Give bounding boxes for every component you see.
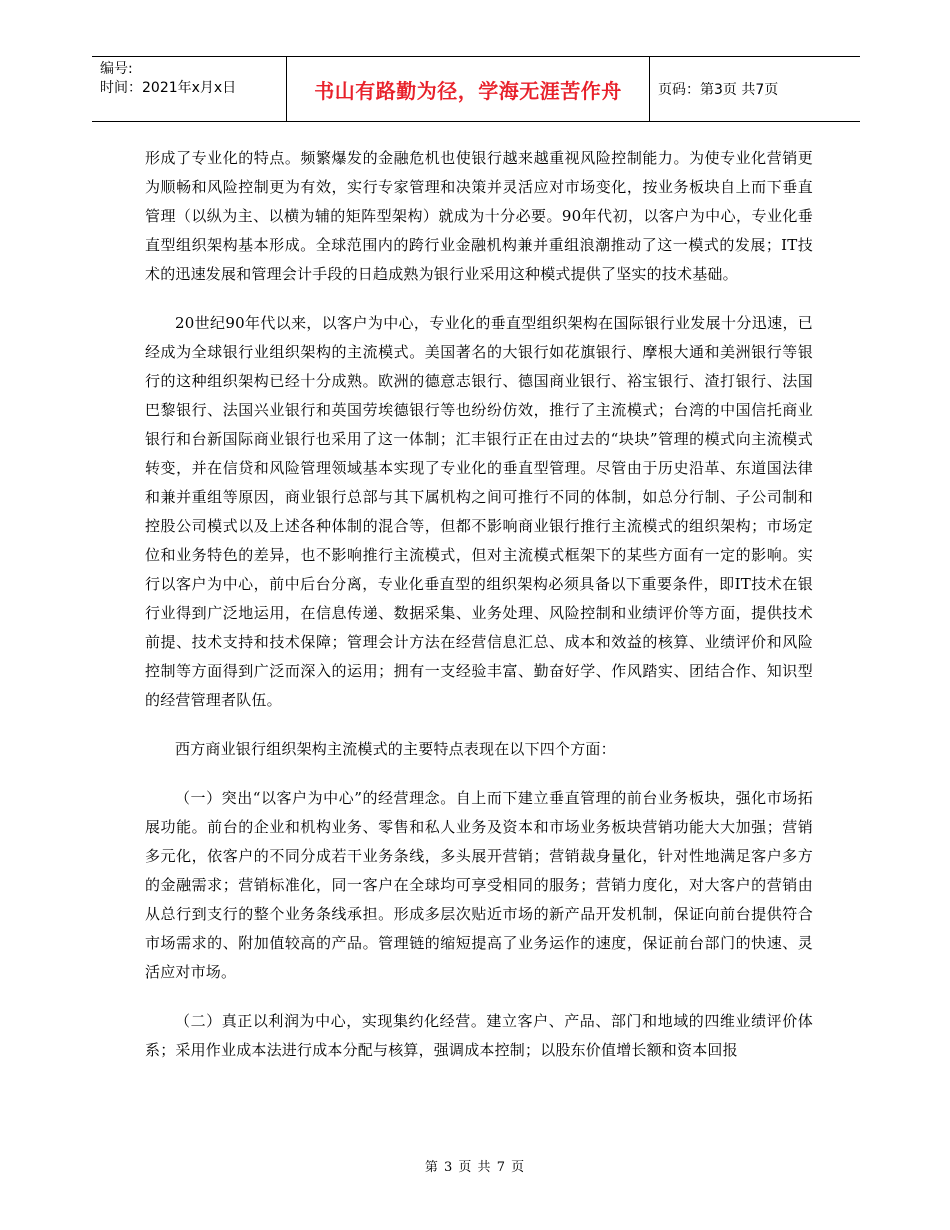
document-number-label: 编号: [100,61,133,77]
header-divider [286,57,287,121]
body-paragraph: （一）突出“以客户为中心”的经营理念。自上而下建立垂直管理的前台业务板块，强化市场拓展功能。前台的企业和机构业务、零售和私人业务及资本和市场业务板块营销功能大大加强；营销多元化，依客户的不同分成若干业务条线，多头展开营销；营销裁身量化，针对性地满足客户多方的金融需求；营销标准化，同一客户在全球均可享受相同的服务；营销力度化，对大客户的营销由从总行到支行的整个业务条线承担。形成多层次贴近市场的新产品开发机制，保证向前台提供符合市场需求的、附加值较高的产品。管理链的缩短提高了业务运作的速度，保证前台部门的快速、灵活应对市场。 [145,789,813,981]
body-paragraph: （二）真正以利润为中心，实现集约化经营。建立客户、产品、部门和地域的四维业绩评价体系；采用作业成本法进行成本分配与核算，强调成本控制；以股东价值增长额和资本回报 [145,1012,813,1059]
header-motto: 书山有路勤为径，学海无涯苦作舟 [314,78,622,103]
document-date: 时间：2021年x月x日 [100,80,237,96]
document-body [145,144,813,1085]
body-paragraph: 20世纪90年代以来，以客户为中心，专业化的垂直型组织架构在国际银行业发展十分迅速，已经成为全球银行业组织架构的主流模式。美国著名的大银行如花旗银行、摩根大通和美洲银行等银行的这种组织架构已经十分成熟。欧洲的德意志银行、德国商业银行、裕宝银行、渣打银行、法国巴黎银行、法国兴业银行和英国劳埃德银行等也纷纷仿效，推行了主流模式；台湾的中国信托商业银行和台新国际商业银行也采用了这一体制；汇丰银行正在由过去的“块块”管理的模式向主流模式转变，并在信贷和风险管理领域基本实现了专业化的垂直型管理。尽管由于历史沿革、东道国法律和兼并重组等原因，商业银行总部与其下属机构之间可推行不同的体制，如总分行制、子公司制和控股公司模式以及上述各种体制的混合等，但都不影响商业银行推行主流模式的组织架构；市场定位和业务特色的差异，也不影响推行主流模式，但对主流模式框架下的某些方面有一定的影响。实行以客户为中心，前中后台分离，专业化垂直型的组织架构必须具备以下重要条件，即IT技术在银行业得到广泛地运用，在信息传递、数据采集、业务处理、风险控制和业绩评价等方面，提供技术前提、技术支持和技术保障；管理会计方法在经营信息汇总、成本和效益的核算、业绩评价和风险控制等方面得到广泛而深入的运用；拥有一支经验丰富、勤奋好学、作风踏实、团结合作、知识型的经营管理者队伍。 [145,314,813,709]
page-footer: 第 3 页 共 7 页 [424,1160,526,1175]
body-paragraph: 西方商业银行组织架构主流模式的主要特点表现在以下四个方面： [175,740,616,758]
header-page-info: 页码：第3页 共7页 [658,82,779,98]
body-paragraph: 形成了专业化的特点。频繁爆发的金融危机也使银行越来越重视风险控制能力。为使专业化营销更为顺畅和风险控制更为有效，实行专家管理和决策并灵活应对市场变化，按业务板块自上而下垂直管理（以纵为主、以横为辅的矩阵型架构）就成为十分必要。90年代初，以客户为中心，专业化垂直型组织架构基本形成。全球范围内的跨行业金融机构兼并重组浪潮推动了这一模式的发展；IT技术的迅速发展和管理会计手段的日趋成熟为银行业采用这种模式提供了坚实的技术基础。 [145,149,813,283]
header-meta [100,60,280,98]
header-divider [649,57,650,121]
page-header [92,56,860,122]
